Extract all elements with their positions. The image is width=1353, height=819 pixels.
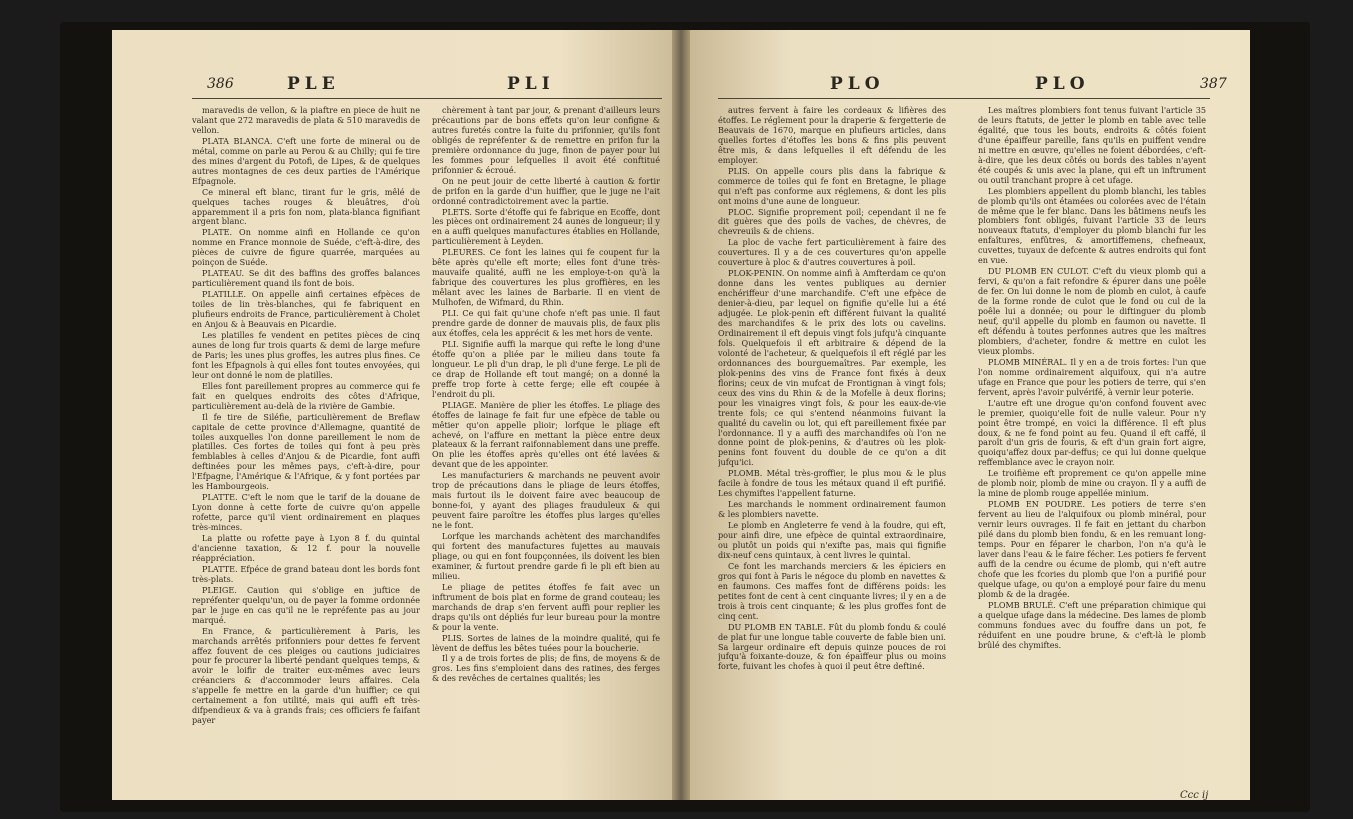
paragraph: PLEURES. Ce font les laines qui fe coupent fur la bête après qu'elle eft morte; elles font d'une très-mauvaife qualité, auffi ne les employe-t-on qu'à la fabrique des couvertures les plus groffières, en les mêlant avec les laines de Barbarie. Il en vient de Mulhofen, de Wifmard, du Rhin.	[432, 247, 660, 308]
paragraph: Les platilles fe vendent en petites pièces de cinq aunes de long fur trois quarts & demi de large mefure de Paris; les unes plus groffes, les autres plus fines. Ce font les Efpagnols à qui elles font toutes envoyées, qui leur ont donné le nom de platilles.	[192, 329, 420, 380]
signature-mark: Ccc ij	[1180, 790, 1209, 800]
paragraph: PLEIGE. Caution qui s'oblige en juftice de repréfenter quelqu'un, ou de payer la fomme ordonnée par le juge en cas qu'il ne le repréfente pas au jour marqué.	[192, 584, 420, 625]
paragraph: On ne peut jouir de cette liberté à caution & fortir de prifon en la garde d'un huiffier, que le juge ne l'ait ordonné contradictoirement avec la partie.	[432, 175, 660, 206]
paragraph: PLATA BLANCA. C'eft une forte de mineral ou de métal, comme on parle au Perou & au Chilly; qui fe tire des mines d'argent du Potofi, de Lipes, & de quelques autres montagnes de ces deux parties de l'Amérique Efpagnole.	[192, 135, 420, 186]
paragraph: Les manufacturiers & marchands ne peuvent avoir trop de précautions dans le pliage de leurs étoffes, mais furtout ils le doivent faire avec beaucoup de bonne-foi, y ayant des pliages frauduleux & qui peuvent faire paroître les étoffes plus larges qu'elles ne le font.	[432, 470, 660, 531]
paragraph: PLOMB BRULÉ. C'eft une préparation chimique qui a quelque ufage dans la médecine. Des lames de plomb communs fondues avec du fouffre dans un pot, fe réduifent en une poudre brune, & c'eft-là le plomb brûlé des chymiftes.	[978, 599, 1206, 650]
paragraph: PLATTE. C'eft le nom que le tarif de la douane de Lyon donne à cette forte de cuivre qu'on appelle rofette, parce qu'il vient ordinairement en plaques très-minces.	[192, 492, 420, 533]
paragraph: PLATEAU. Se dit des baffins des groffes balances particulièrement quand ils font de bois.	[192, 268, 420, 289]
paragraph: PLI. Signifie auffi la marque qui refte le long d'une étoffe qu'on a pliée par le milieu dans toute fa longueur. Le pli d'un drap, le pli d'une ferge. Le pli de ce drap de Hollande eft tout mangé; on a donné la preffe trop forte à cette ferge; elle eft coupée à l'endroit du pli.	[432, 338, 660, 399]
paragraph: Le plomb en Angleterre fe vend à la foudre, qui eft, pour ainfi dire, une efpèce de quintal extraordinaire, ou plutôt un poids qui n'exifte pas, mais qui fignifie dix-neuf cens quintaux, à cent livres le quintal.	[718, 520, 946, 560]
left-running-head-1: PLE	[287, 74, 340, 94]
paragraph: Lorfque les marchands achètent des marchandifes qui fortent des manufactures fujettes au mauvais pliage, ou qui en font foupçonnées, ils doivent les bien examiner, & furtout prendre garde fi le pli eft bien au milieu.	[432, 531, 660, 581]
paragraph: PLOMB. Métal très-groffier, le plus mou & le plus facile à fondre de tous les métaux quand il eft purifié. Les chymiftes l'appellent faturne.	[718, 468, 946, 499]
left-page	[112, 30, 672, 800]
paragraph: DU PLOMB EN CULOT. C'eft du vieux plomb qui a fervi, & qu'on a fait refondre & épurer dans une poêle de fer. On lui donne le nom de plomb en culot, à caufe de la forme ronde de culot que le fond ou cul de la poêle lui a donnée; ou pour le diftinguer du plomb neuf, qu'il appelle du plomb en faumon ou navette. Il eft défendu à toutes perfonnes autres que les maîtres plombiers, d'acheter, fondre & mettre en culot les vieux plombs.	[978, 266, 1206, 356]
paragraph: PLATILLE. On appelle ainfi certaines efpèces de toiles de lin très-blanches, qui fe fabriquent en plufieurs endroits de France, particulièrement à Cholet en Anjou & à Beauvais en Picardie.	[192, 289, 420, 330]
paragraph: Le pliage de petites étoffes fe fait avec un inftrument de bois plat en forme de grand couteau; les marchands de drap s'en fervent auffi pour replier les draps qu'ils ont dépliés fur leur bureau pour la montre & pour la vente.	[432, 581, 660, 632]
paragraph: PLATTE. Efpéce de grand bateau dont les bords font très-plats.	[192, 563, 420, 584]
left-column-2	[432, 106, 660, 800]
paragraph: Le troifième eft proprement ce qu'on appelle mine de plomb noir, plomb de mine ou crayon. Il y a auffi de la mine de plomb rouge appellée minium.	[978, 468, 1206, 499]
paragraph: PLATE. On nomme ainfi en Hollande ce qu'on nomme en France monnoie de Suéde, c'eft-à-dire, des pièces de cuivre de figure quarrée, marquées au poinçon de Suéde.	[192, 227, 420, 268]
left-running-head-2: PLI	[507, 74, 555, 94]
paragraph: maravedis de vellon, & la piaftre en piece de huit ne valant que 272 maravedis de plata & 510 maravedis de vellon.	[192, 106, 420, 135]
paragraph: Les plombiers appellent du plomb blanchi, les tables de plomb qu'ils ont étamées ou colorées avec de l'étain de même que le fer blanc. Dans les bâtimens neufs les plombiers font obligés, fuivant l'article 33 de leurs nouveaux ftatuts, d'employer du plomb blanchi fur les enfaîtures, enfûtres, & amortiffemens, chefneaux, cuvettes, tuyaux de defcente & autres endroits qui font en vue.	[978, 185, 1206, 266]
right-running-head-2: PLO	[1035, 74, 1090, 94]
left-column-1	[192, 106, 420, 800]
paragraph: En France, & particulièrement à Paris, les marchands arrêtés prifonniers pour dettes fe fervent affez fouvent de ces pleiges ou cautions judiciaires pour fe procurer la liberté pendant quelques temps, & avoir le loifir de traiter eux-mêmes avec leurs créanciers & d'accommoder leurs affaires. Cela s'appelle fe mettre en la garde d'un huiffier; ce qui certainement a fon utilité, mais qui auffi eft très-difpendieux & va à grands frais; ces officiers fe faifant payer	[192, 625, 420, 726]
paragraph: autres fervent à faire les cordeaux & lifières des étoffes. Le réglement pour la draperie & fergetterie de Beauvais de 1670, marque en plufieurs articles, dans quelles fortes d'étoffes les bons & fins plis peuvent être mis, & dans lefquelles il eft défendu de les employer.	[718, 106, 946, 165]
paragraph: Les marchands le nomment ordinairement faumon & les plombiers navette.	[718, 499, 946, 520]
paragraph: Ce font les marchands merciers & les épiciers en gros qui font à Paris le négoce du plomb en navettes & en faumons. Ces maffes font de différens poids: les petites font de cent à cent cinquante livres; il y en a de trois à trois cent cinquante; & les plus groffes font de cinq cent.	[718, 560, 946, 621]
paragraph: PLIS. On appelle cours plis dans la fabrique & commerce de toiles qui fe font en Bretagne, le pliage qui n'eft pas conforme aux réglemens, & dont les plis ont moins d'une aune de longueur.	[718, 165, 946, 206]
paragraph: Elles font pareillement propres au commerce qui fe fait en quelques endroits des côtes d'Afrique, particulièrement au-delà de la rivière de Gambie.	[192, 380, 420, 411]
right-header-rule	[718, 98, 1210, 99]
paragraph: La ploc de vache fert particulièrement à faire des couvertures. Il y a de ces couvertures qu'on appelle couverture à ploc & d'autres couvertures à poil.	[718, 237, 946, 268]
book-gutter	[672, 30, 690, 800]
paragraph: PLOMB MINÉRAL. Il y en a de trois fortes: l'un que l'on nomme ordinairement alquifoux, qui n'a autre ufage en France que pour les potiers de terre, qui s'en fervent, après l'avoir pulvérifé, à vernir leur poterie.	[978, 356, 1206, 397]
paragraph: PLI. Ce qui fait qu'une chofe n'eft pas unie. Il faut prendre garde de donner de mauvais plis, de faux plis aux étoffes, cela les apprécit & les met hors de vente.	[432, 308, 660, 338]
paragraph: Les maîtres plombiers font tenus fuivant l'article 35 de leurs ftatuts, de jetter le plomb en table avec telle égalité, que tous les bouts, endroits & côtés foient d'une épaiffeur pareille, fans qu'ils en puiffent vendre ni mettre en œuvre, qu'elles ne foient débordées, c'eft-à-dire, que les deux côtés ou bords des tables n'ayent été coupés & unis avec la plane, qui eft un inftrument ou outil tranchant propre à cet ufage.	[978, 106, 1206, 185]
right-column-1	[718, 106, 946, 800]
paragraph: Il y a de trois fortes de plis; de fins, de moyens & de gros. Les fins s'emploient dans des ratines, des ferges & des revêches de certaines qualités; les	[432, 653, 660, 684]
left-header-rule	[192, 98, 662, 99]
paragraph: PLETS. Sorte d'étoffe qui fe fabrique en Ecoffe, dont les pièces ont ordinairement 24 aunes de longueur; il y en a auffi quelques manufactures établies en Hollande, particulièrement à Leyden.	[432, 206, 660, 247]
paragraph: chèrement à tant par jour, & prenant d'ailleurs leurs précautions par de bons effets qu'on leur configne & autres furetés contre la fuite du prifonnier, qu'ils font obligés de repréfenter & de remettre en prifon fur la première ordonnance du juge, finon de payer pour lui les fommes pour lefquelles il avoit été conftitué prifonnier & écroué.	[432, 106, 660, 175]
paragraph: PLOK-PENIN. On nomme ainfi à Amfterdam ce qu'on donne dans les ventes publiques au dernier enchériffeur d'une marchandife. C'eft une efpèce de denier-à-dieu, par lequel on fignifie qu'elle lui a été adjugée. Le plok-penin eft différent fuivant la qualité des marchandifes & le prix des lots ou cavelins. Ordinairement il eft depuis vingt fols jufqu'à cinquante fols. Quelquefois il eft arbitraire & dépend de la volonté de l'acheteur, & quelquefois il eft réglé par les ordonnances des bourguemaîtres. Par exemple, les plok-penins des vins de France font fixés à deux florins; ceux de vin mufcat de Frontignan à vingt fols; ceux des vins du Rhin & de la Mofelle à deux florins; pour les vinaigres vingt fols, & pour les eaux-de-vie trente fols; ce qui s'entend néanmoins fuivant la qualité du cavelin ou lot, qui eft pareillement fixée par l'ordonnance. Il y a auffi des marchandifes où l'on ne donne point de plok-penins, & d'autres où les plok-penins font fouvent du double de ce qu'on a dit jufqu'ici.	[718, 268, 946, 468]
paragraph: DU PLOMB EN TABLE. Fût du plomb fondu & coulé de plat fur une longue table couverte de fable bien uni. Sa largeur ordinaire eft depuis quinze pouces de roi jufqu'à foixante-douze, & fon épaiffeur plus ou moins forte, fuivant les chofes à quoi il peut être deftiné.	[718, 621, 946, 672]
right-page-number: 387	[1200, 76, 1227, 92]
right-running-head-1: PLO	[830, 74, 885, 94]
left-page-number: 386	[207, 76, 234, 92]
paragraph: PLIAGE. Manière de plier les étoffes. Le pliage des étoffes de lainage fe fait fur une efpèce de table ou mêtier qu'on appelle plioir; lorfque le pliage eft achevé, on l'affure en mettant la pièce entre deux plateaux & la ferrant raifonnablement dans une preffe. On plie les étoffes après qu'elles ont été lavées & devant que de les appointer.	[432, 399, 660, 470]
paragraph: L'autre eft une drogue qu'on confond fouvent avec le premier, quoiqu'elle foit de nulle valeur. Pour n'y point être trompé, en voici la différence. Il eft plus doux, & ne fe fond point au feu. Quand il eft caffé, il paroît d'un gris de fouris, & eft d'un grain fort aigre, quoiqu'affez doux par-deffus; ce qui lui donne quelque reffemblance avec le crayon noir.	[978, 397, 1206, 468]
paragraph: La platte ou rofette paye à Lyon 8 f. du quintal d'ancienne taxation, & 12 f. pour la nouvelle réappréciation.	[192, 533, 420, 563]
paragraph: Il fe tire de Siléfie, particulièrement de Breflaw capitale de cette province d'Allemagne, quantité de toiles auxquelles l'on donne pareillement le nom de platilles. Ces fortes de toiles qui font à peu près femblables à celles d'Anjou & de Picardie, font auffi deftinées pour les mêmes pays, c'eft-à-dire, pour l'Efpagne, l'Amérique & l'Afrique, & y font portées par les Hambourgeois.	[192, 411, 420, 492]
paragraph: PLOMB EN POUDRE. Les potiers de terre s'en fervent au lieu de l'alquifoux ou plomb minéral, pour vernir leurs ouvrages. Il fe fait en jettant du charbon pilé dans du plomb bien fondu, & en les remuant long-temps. Pour en féparer le charbon, l'on n'a qu'à le laver dans l'eau & le faire fécher. Les potiers fe fervent auffi de la cendre ou écume de plomb, qui n'eft autre chofe que les fcories du plomb que l'on a purifié pour quelque ufage, ou qu'on a employé pour faire du menu plomb & de la dragée.	[978, 499, 1206, 599]
right-column-2	[978, 106, 1209, 800]
paragraph: PLIS. Sortes de laines de la moindre qualité, qui fe lèvent de deffus les bêtes tuées pour la boucherie.	[432, 632, 660, 653]
right-page	[690, 30, 1250, 800]
paragraph: Ce mineral eft blanc, tirant fur le gris, mêlé de quelques taches rouges & bleuâtres, d'où apparemment il a pris fon nom, plata-blanca fignifiant argent blanc.	[192, 186, 420, 227]
paragraph: PLOC. Signifie proprement poil; cependant il ne fe dit guères que des poils de vaches, de chèvres, de chevreuils & de chiens.	[718, 206, 946, 237]
